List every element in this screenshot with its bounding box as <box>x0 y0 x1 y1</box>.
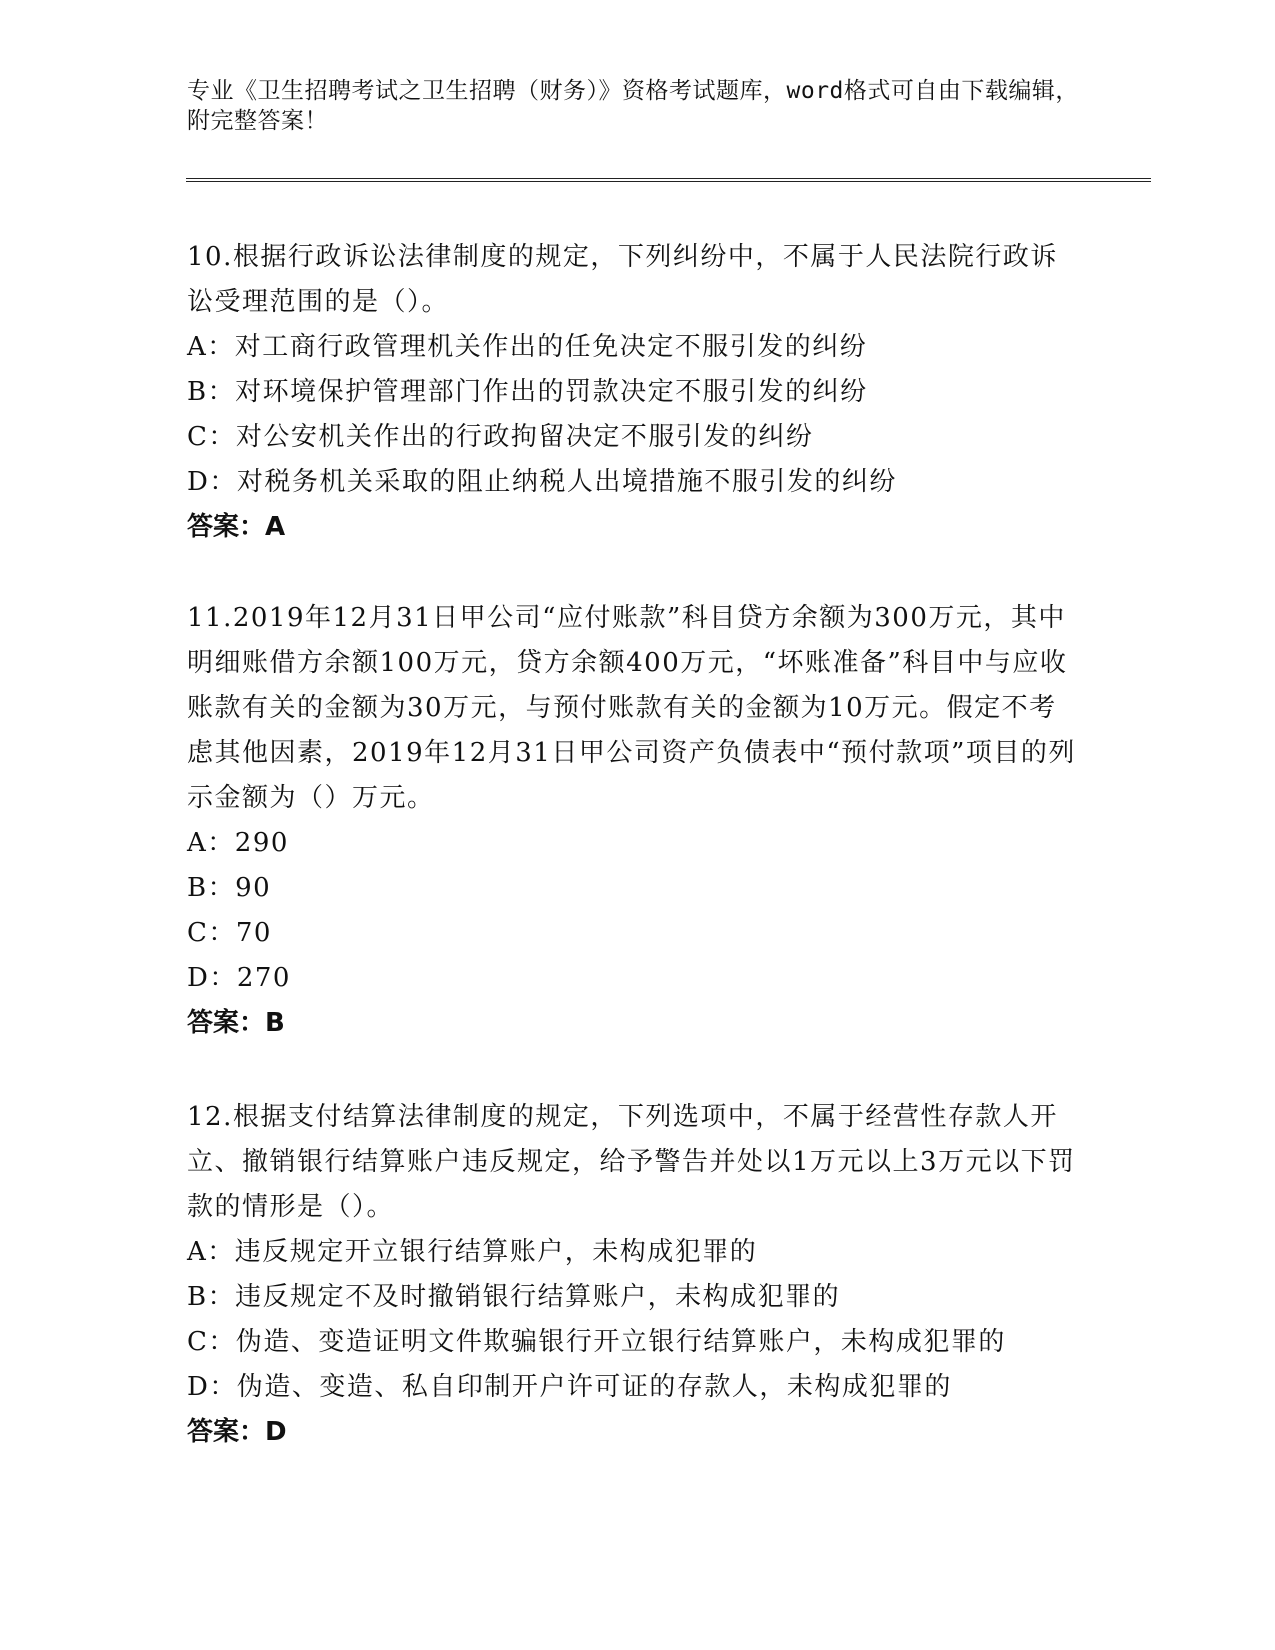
question-stem: 10.根据行政诉讼法律制度的规定，下列纠纷中，不属于人民法院行政诉讼受理范围的是（）。 <box>187 242 1058 317</box>
option-a: A：违反规定开立银行结算账户，未构成犯罪的 <box>187 1237 758 1267</box>
question-stem: 11.2019年12月31日甲公司“应付账款”科目贷方余额为300万元，其中明细账借方余额100万元，贷方余额400万元，“坏账准备”科目中与应收账款有关的金额为30万元，与预付账款有关的金额为10万元。假定不考虑其他因素，2019年12月31日甲公司资产负债表中“预付款项”项目的列示金额为（）万元。 <box>187 603 1076 813</box>
answer: 答案：D <box>187 1417 287 1447</box>
option-b: B：违反规定不及时撤销银行结算账户，未构成犯罪的 <box>187 1282 841 1312</box>
question-12 <box>187 1095 1077 1455</box>
option-b: B：90 <box>187 873 272 903</box>
option-c: C：对公安机关作出的行政拘留决定不服引发的纠纷 <box>187 422 814 452</box>
answer: 答案：A <box>187 512 286 542</box>
option-c: C：70 <box>187 918 272 948</box>
option-d: D：270 <box>187 963 291 993</box>
option-b: B：对环境保护管理部门作出的罚款决定不服引发的纠纷 <box>187 377 868 407</box>
answer: 答案：B <box>187 1008 285 1038</box>
question-11 <box>187 596 1077 1046</box>
option-d: D：对税务机关采取的阻止纳税人出境措施不服引发的纠纷 <box>187 467 897 497</box>
option-c: C：伪造、变造证明文件欺骗银行开立银行结算账户，未构成犯罪的 <box>187 1327 1006 1357</box>
question-10 <box>187 235 1077 550</box>
option-a: A：对工商行政管理机关作出的任免决定不服引发的纠纷 <box>187 332 868 362</box>
document-header: 专业《卫生招聘考试之卫生招聘（财务）》资格考试题库，word格式可自由下载编辑，附完整答案！ <box>187 78 1079 134</box>
option-a: A：290 <box>187 828 289 858</box>
option-d: D：伪造、变造、私自印制开户许可证的存款人，未构成犯罪的 <box>187 1372 952 1402</box>
header-divider <box>186 178 1151 182</box>
question-stem: 12.根据支付结算法律制度的规定，下列选项中，不属于经营性存款人开立、撤销银行结算账户违反规定，给予警告并处以1万元以上3万元以下罚款的情形是（）。 <box>187 1102 1076 1222</box>
